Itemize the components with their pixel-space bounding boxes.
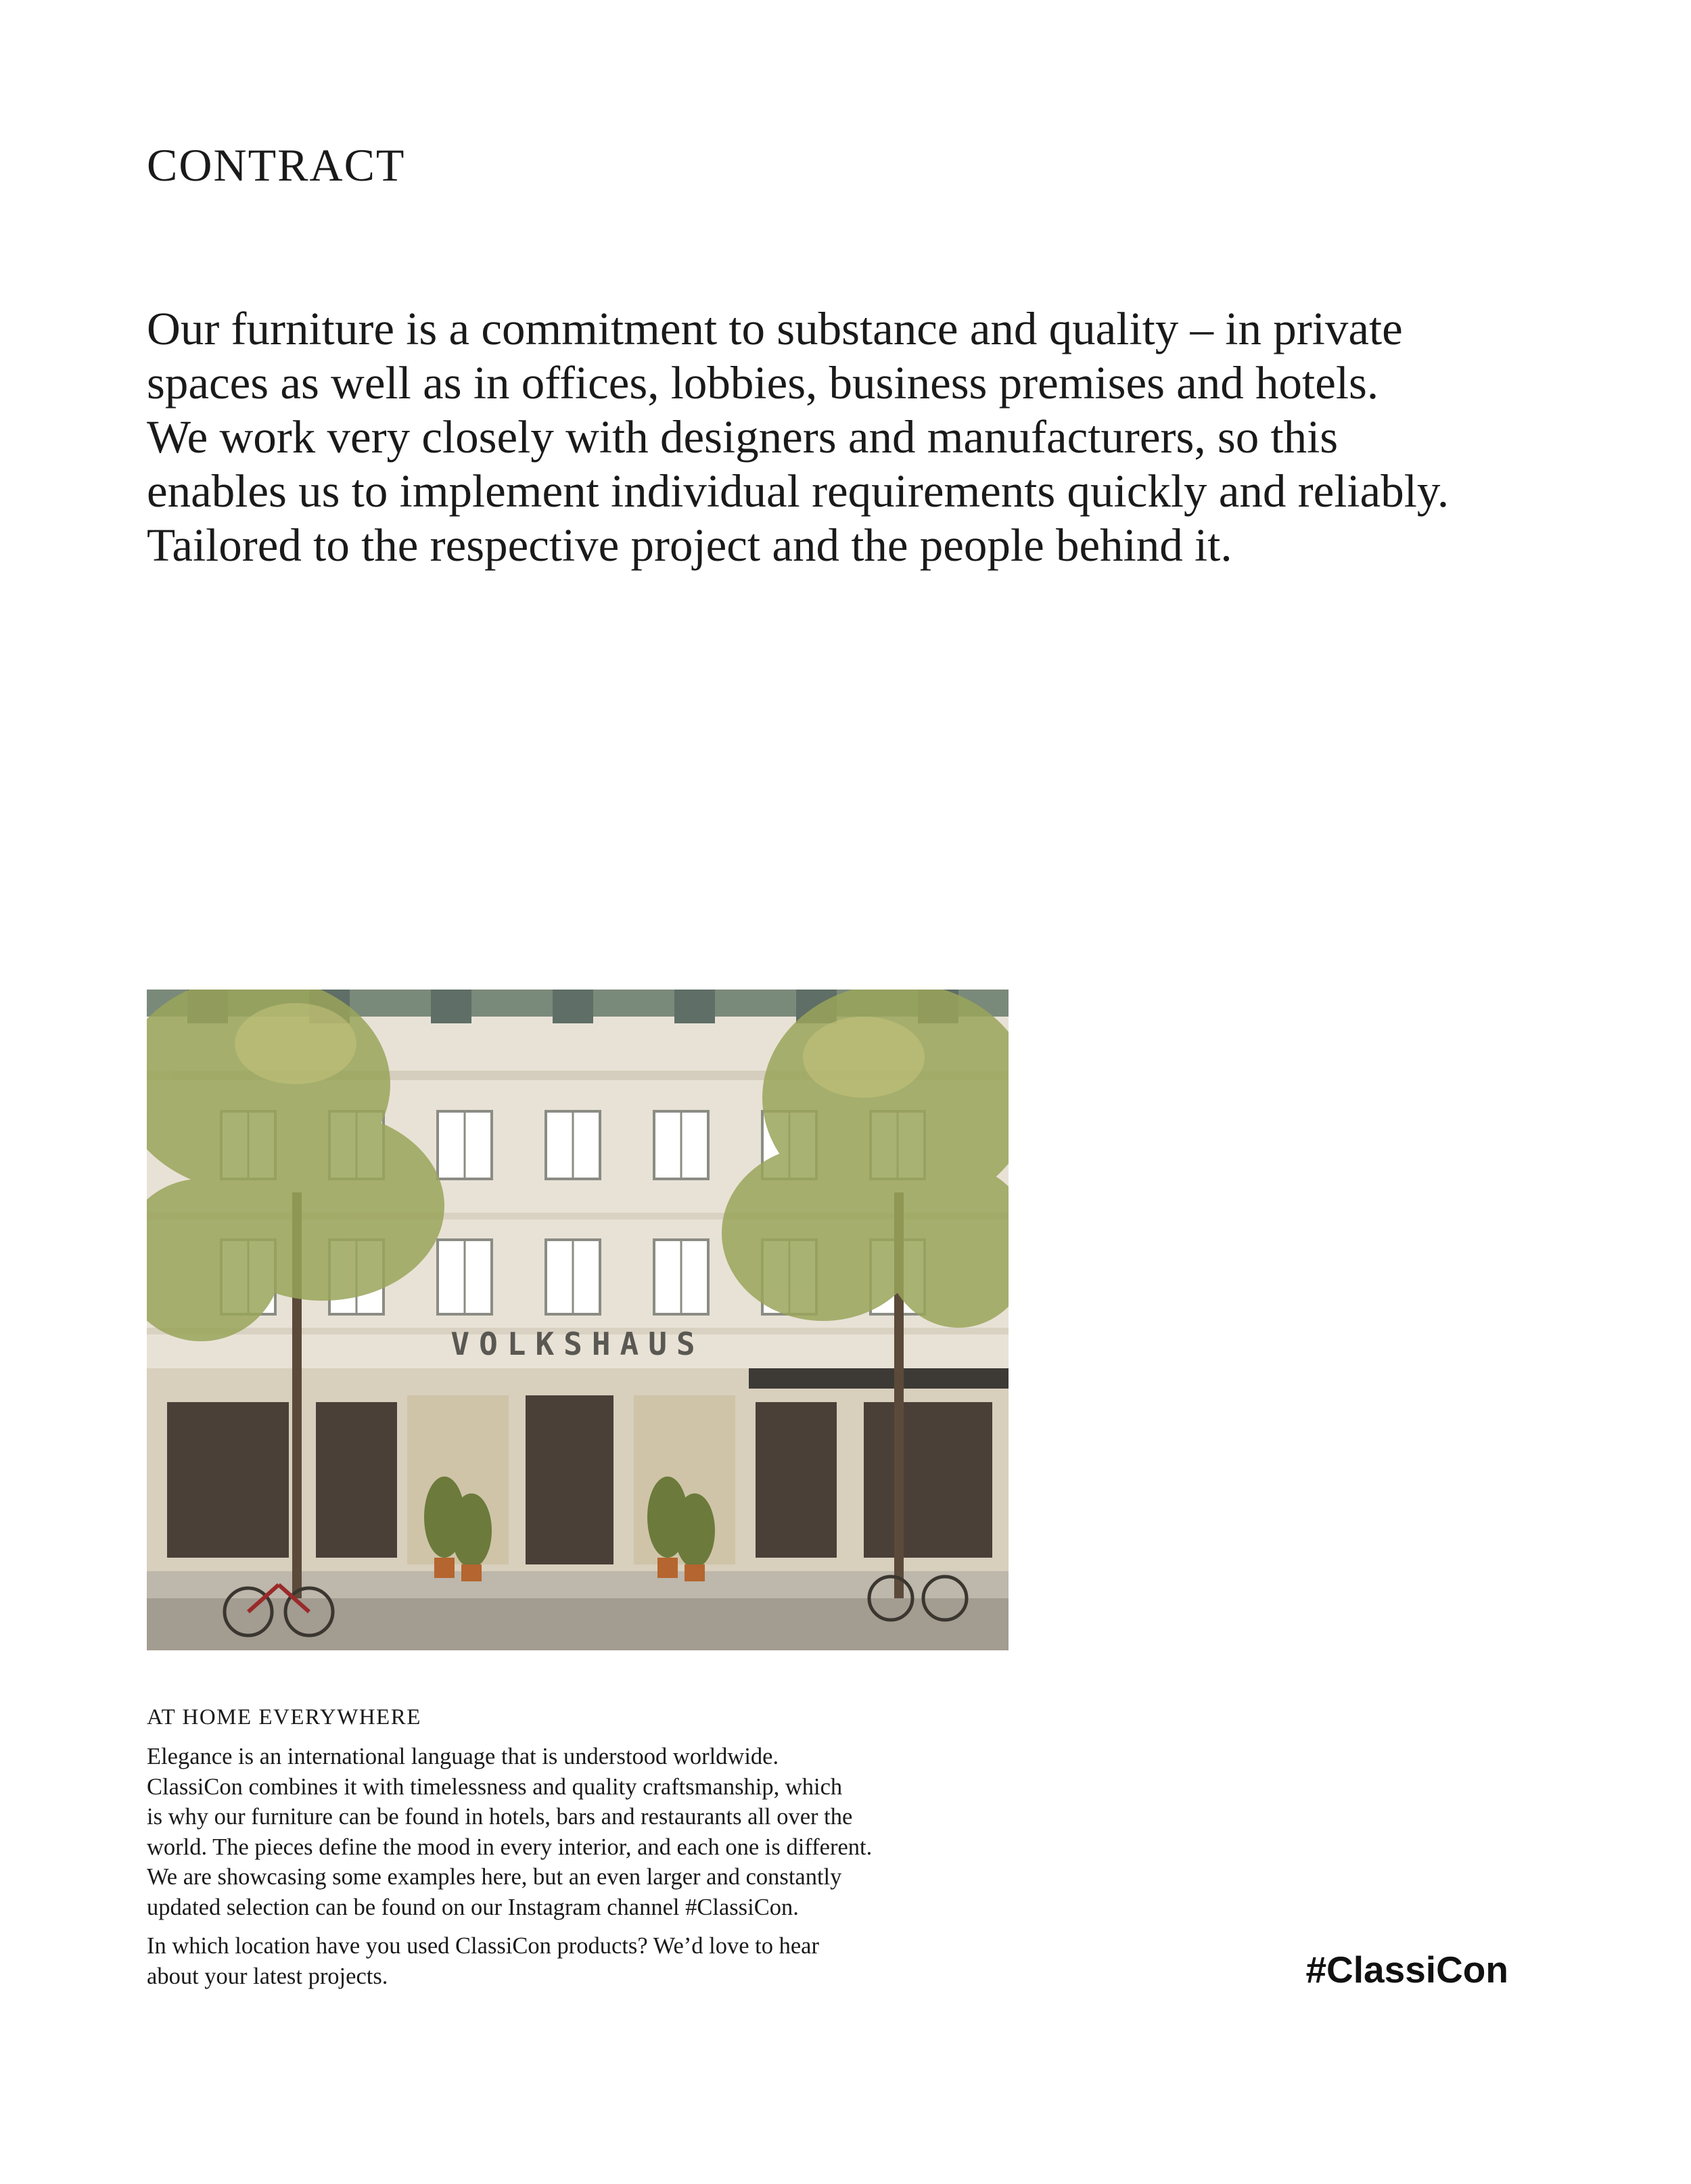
hotel-facade-photo xyxy=(147,990,1009,1650)
article-paragraph-1 xyxy=(147,1742,1026,1922)
lead-line: Tailored to the respective project and the people behind it. xyxy=(147,519,1232,571)
lead-line: Our furniture is a commitment to substance and quality – in private xyxy=(147,303,1403,354)
paragraph-line: world. The pieces define the mood in every interior, and each one is different. xyxy=(147,1834,873,1860)
lead-paragraph xyxy=(147,302,1567,572)
lead-line: spaces as well as in offices, lobbies, business premises and hotels. xyxy=(147,357,1379,409)
paragraph-line: about your latest projects. xyxy=(147,1963,388,1989)
instagram-hashtag: #ClassiCon xyxy=(1305,1949,1508,1991)
section-label: CONTRACT xyxy=(147,139,406,191)
facade-sign: VOLKSHAUS xyxy=(450,1326,705,1362)
article-heading: AT HOME EVERYWHERE xyxy=(147,1705,421,1729)
paragraph-line: In which location have you used ClassiCon products? We’d love to hear xyxy=(147,1933,819,1959)
lead-line: enables us to implement individual requirements quickly and reliably. xyxy=(147,465,1450,517)
article-paragraph-2 xyxy=(147,1931,1026,1991)
paragraph-line: Elegance is an international language that is understood worldwide. xyxy=(147,1744,779,1769)
paragraph-line: is why our furniture can be found in hotels, bars and restaurants all over the xyxy=(147,1804,853,1830)
lead-line: We work very closely with designers and manufacturers, so this xyxy=(147,411,1339,463)
facade-illustration xyxy=(147,990,1009,1650)
paragraph-line: updated selection can be found on our Instagram channel #ClassiCon. xyxy=(147,1894,799,1920)
paragraph-line: We are showcasing some examples here, but an even larger and constantly xyxy=(147,1864,842,1890)
paragraph-line: ClassiCon combines it with timelessness and quality craftsmanship, which xyxy=(147,1773,843,1800)
